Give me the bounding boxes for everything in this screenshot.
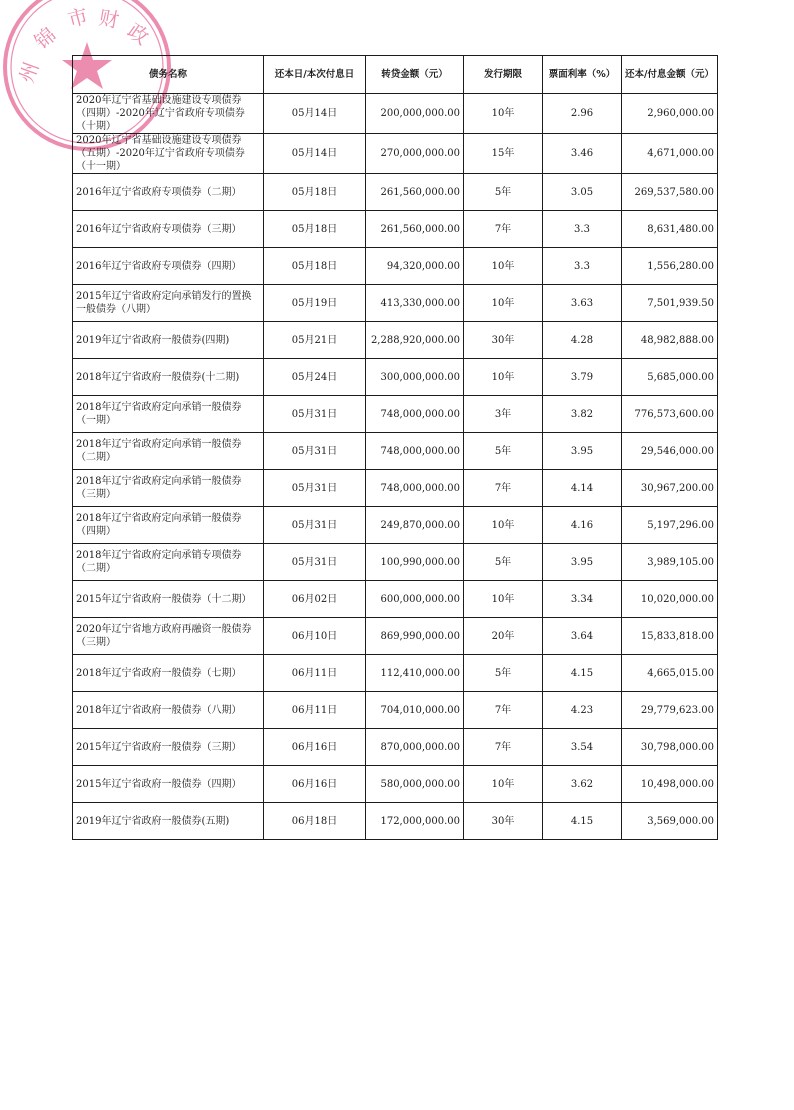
coupon-rate-cell: 3.95 (543, 544, 622, 581)
onlent-amount-cell: 600,000,000.00 (366, 581, 464, 618)
issue-term-cell: 7年 (464, 729, 543, 766)
coupon-rate-cell: 3.79 (543, 359, 622, 396)
payment-amount-cell: 4,671,000.00 (622, 134, 718, 174)
bond-name-cell: 2020年辽宁省地方政府再融资一般债券（三期） (73, 618, 264, 655)
bond-name-cell: 2018年辽宁省政府一般债券（七期） (73, 655, 264, 692)
payment-amount-cell: 8,631,480.00 (622, 211, 718, 248)
table-row (73, 803, 718, 840)
coupon-rate-cell: 4.15 (543, 803, 622, 840)
coupon-rate-cell: 4.28 (543, 322, 622, 359)
bond-name-cell: 2016年辽宁省政府专项债券（四期） (73, 248, 264, 285)
onlent-amount-cell: 261,560,000.00 (366, 211, 464, 248)
table-body (73, 94, 718, 840)
svg-text:州: 州 (14, 58, 44, 86)
payment-date-cell: 06月02日 (264, 581, 366, 618)
table-row (73, 322, 718, 359)
payment-date-cell: 05月21日 (264, 322, 366, 359)
column-header-issue-term: 发行期限 (464, 56, 543, 94)
issue-term-cell: 30年 (464, 322, 543, 359)
issue-term-cell: 10年 (464, 581, 543, 618)
bond-name-cell: 2018年辽宁省政府定向承销一般债券（二期） (73, 433, 264, 470)
bond-name-cell: 2016年辽宁省政府专项债券（二期） (73, 174, 264, 211)
table-row (73, 692, 718, 729)
bond-name-cell: 2019年辽宁省政府一般债券(五期) (73, 803, 264, 840)
payment-amount-cell: 10,020,000.00 (622, 581, 718, 618)
payment-amount-cell: 5,197,296.00 (622, 507, 718, 544)
payment-amount-cell: 30,967,200.00 (622, 470, 718, 507)
issue-term-cell: 10年 (464, 359, 543, 396)
svg-text:市: 市 (65, 3, 91, 32)
onlent-amount-cell: 580,000,000.00 (366, 766, 464, 803)
bond-name-cell: 2015年辽宁省政府一般债券（三期） (73, 729, 264, 766)
issue-term-cell: 5年 (464, 655, 543, 692)
issue-term-cell: 3年 (464, 396, 543, 433)
coupon-rate-cell: 3.62 (543, 766, 622, 803)
issue-term-cell: 7年 (464, 470, 543, 507)
svg-text:财: 财 (97, 5, 121, 33)
issue-term-cell: 10年 (464, 285, 543, 322)
issue-term-cell: 10年 (464, 766, 543, 803)
table-row (73, 729, 718, 766)
coupon-rate-cell: 4.23 (543, 692, 622, 729)
coupon-rate-cell: 3.3 (543, 211, 622, 248)
payment-amount-cell: 10,498,000.00 (622, 766, 718, 803)
issue-term-cell: 30年 (464, 803, 543, 840)
table-row (73, 618, 718, 655)
table-row (73, 174, 718, 211)
bond-name-cell: 2020年辽宁省基础设施建设专项债券（五期）-2020年辽宁省政府专项债券（十一期） (73, 134, 264, 174)
bond-name-cell: 2018年辽宁省政府定向承销一般债券（一期） (73, 396, 264, 433)
table-row (73, 359, 718, 396)
bond-name-cell: 2018年辽宁省政府定向承销专项债券（二期） (73, 544, 264, 581)
onlent-amount-cell: 870,000,000.00 (366, 729, 464, 766)
coupon-rate-cell: 3.46 (543, 134, 622, 174)
bond-name-cell: 2015年辽宁省政府一般债券（十二期） (73, 581, 264, 618)
payment-amount-cell: 30,798,000.00 (622, 729, 718, 766)
coupon-rate-cell: 4.15 (543, 655, 622, 692)
coupon-rate-cell: 3.64 (543, 618, 622, 655)
payment-amount-cell: 29,546,000.00 (622, 433, 718, 470)
bond-name-cell: 2019年辽宁省政府一般债券(四期) (73, 322, 264, 359)
onlent-amount-cell: 413,330,000.00 (366, 285, 464, 322)
payment-date-cell: 06月18日 (264, 803, 366, 840)
column-header-coupon-rate: 票面利率（%） (543, 56, 622, 94)
payment-amount-cell: 5,685,000.00 (622, 359, 718, 396)
svg-text:锦: 锦 (29, 22, 61, 54)
onlent-amount-cell: 112,410,000.00 (366, 655, 464, 692)
onlent-amount-cell: 2,288,920,000.00 (366, 322, 464, 359)
payment-amount-cell: 4,665,015.00 (622, 655, 718, 692)
bond-name-cell: 2018年辽宁省政府一般债券(十二期) (73, 359, 264, 396)
bond-name-cell: 2016年辽宁省政府专项债券（三期） (73, 211, 264, 248)
onlent-amount-cell: 748,000,000.00 (366, 470, 464, 507)
coupon-rate-cell: 4.16 (543, 507, 622, 544)
issue-term-cell: 7年 (464, 692, 543, 729)
bond-name-cell: 2020年辽宁省基础设施建设专项债券（四期）-2020年辽宁省政府专项债券（十期） (73, 94, 264, 134)
table-header-row (73, 56, 718, 94)
bond-name-cell: 2018年辽宁省政府定向承销一般债券（四期） (73, 507, 264, 544)
payment-amount-cell: 269,537,580.00 (622, 174, 718, 211)
onlent-amount-cell: 261,560,000.00 (366, 174, 464, 211)
column-header-bond-name: 债务名称 (73, 56, 264, 94)
bond-name-cell: 2018年辽宁省政府定向承销一般债券（三期） (73, 470, 264, 507)
table-row (73, 134, 718, 174)
onlent-amount-cell: 704,010,000.00 (366, 692, 464, 729)
table-row (73, 285, 718, 322)
payment-amount-cell: 1,556,280.00 (622, 248, 718, 285)
payment-date-cell: 06月16日 (264, 766, 366, 803)
payment-date-cell: 05月31日 (264, 544, 366, 581)
payment-amount-cell: 2,960,000.00 (622, 94, 718, 134)
payment-date-cell: 06月11日 (264, 655, 366, 692)
table-row (73, 396, 718, 433)
onlent-amount-cell: 270,000,000.00 (366, 134, 464, 174)
onlent-amount-cell: 200,000,000.00 (366, 94, 464, 134)
issue-term-cell: 10年 (464, 94, 543, 134)
coupon-rate-cell: 3.54 (543, 729, 622, 766)
onlent-amount-cell: 748,000,000.00 (366, 433, 464, 470)
payment-date-cell: 06月11日 (264, 692, 366, 729)
payment-date-cell: 05月18日 (264, 174, 366, 211)
payment-date-cell: 05月18日 (264, 211, 366, 248)
bond-name-cell: 2018年辽宁省政府一般债券（八期） (73, 692, 264, 729)
payment-amount-cell: 776,573,600.00 (622, 396, 718, 433)
table-row (73, 211, 718, 248)
issue-term-cell: 20年 (464, 618, 543, 655)
coupon-rate-cell: 2.96 (543, 94, 622, 134)
coupon-rate-cell: 3.34 (543, 581, 622, 618)
issue-term-cell: 10年 (464, 507, 543, 544)
onlent-amount-cell: 748,000,000.00 (366, 396, 464, 433)
column-header-onlent-amount: 转贷金额（元） (366, 56, 464, 94)
payment-amount-cell: 3,569,000.00 (622, 803, 718, 840)
payment-date-cell: 05月14日 (264, 94, 366, 134)
table-row (73, 655, 718, 692)
onlent-amount-cell: 100,990,000.00 (366, 544, 464, 581)
column-header-payment-amount: 还本/付息金额（元） (622, 56, 718, 94)
onlent-amount-cell: 94,320,000.00 (366, 248, 464, 285)
issue-term-cell: 5年 (464, 433, 543, 470)
payment-date-cell: 05月19日 (264, 285, 366, 322)
payment-amount-cell: 7,501,939.50 (622, 285, 718, 322)
payment-date-cell: 05月18日 (264, 248, 366, 285)
coupon-rate-cell: 4.14 (543, 470, 622, 507)
payment-date-cell: 06月10日 (264, 618, 366, 655)
payment-date-cell: 05月24日 (264, 359, 366, 396)
coupon-rate-cell: 3.82 (543, 396, 622, 433)
payment-amount-cell: 3,989,105.00 (622, 544, 718, 581)
payment-amount-cell: 15,833,818.00 (622, 618, 718, 655)
issue-term-cell: 5年 (464, 544, 543, 581)
payment-date-cell: 05月31日 (264, 507, 366, 544)
table-row (73, 544, 718, 581)
table-row (73, 581, 718, 618)
debt-repayment-table (72, 55, 718, 840)
issue-term-cell: 15年 (464, 134, 543, 174)
payment-date-cell: 05月31日 (264, 433, 366, 470)
issue-term-cell: 10年 (464, 248, 543, 285)
onlent-amount-cell: 869,990,000.00 (366, 618, 464, 655)
onlent-amount-cell: 172,000,000.00 (366, 803, 464, 840)
issue-term-cell: 5年 (464, 174, 543, 211)
coupon-rate-cell: 3.3 (543, 248, 622, 285)
bond-name-cell: 2015年辽宁省政府一般债券（四期） (73, 766, 264, 803)
table-row (73, 94, 718, 134)
payment-date-cell: 06月16日 (264, 729, 366, 766)
table-row (73, 507, 718, 544)
issue-term-cell: 7年 (464, 211, 543, 248)
payment-date-cell: 05月31日 (264, 396, 366, 433)
table-row (73, 433, 718, 470)
coupon-rate-cell: 3.95 (543, 433, 622, 470)
payment-date-cell: 05月14日 (264, 134, 366, 174)
column-header-payment-date: 还本日/本次付息日 (264, 56, 366, 94)
svg-text:政: 政 (123, 18, 154, 50)
table-row (73, 470, 718, 507)
payment-amount-cell: 29,779,623.00 (622, 692, 718, 729)
payment-date-cell: 05月31日 (264, 470, 366, 507)
bond-name-cell: 2015年辽宁省政府定向承销发行的置换一般债券（八期） (73, 285, 264, 322)
onlent-amount-cell: 249,870,000.00 (366, 507, 464, 544)
table-row (73, 766, 718, 803)
table-row (73, 248, 718, 285)
onlent-amount-cell: 300,000,000.00 (366, 359, 464, 396)
payment-amount-cell: 48,982,888.00 (622, 322, 718, 359)
coupon-rate-cell: 3.63 (543, 285, 622, 322)
coupon-rate-cell: 3.05 (543, 174, 622, 211)
